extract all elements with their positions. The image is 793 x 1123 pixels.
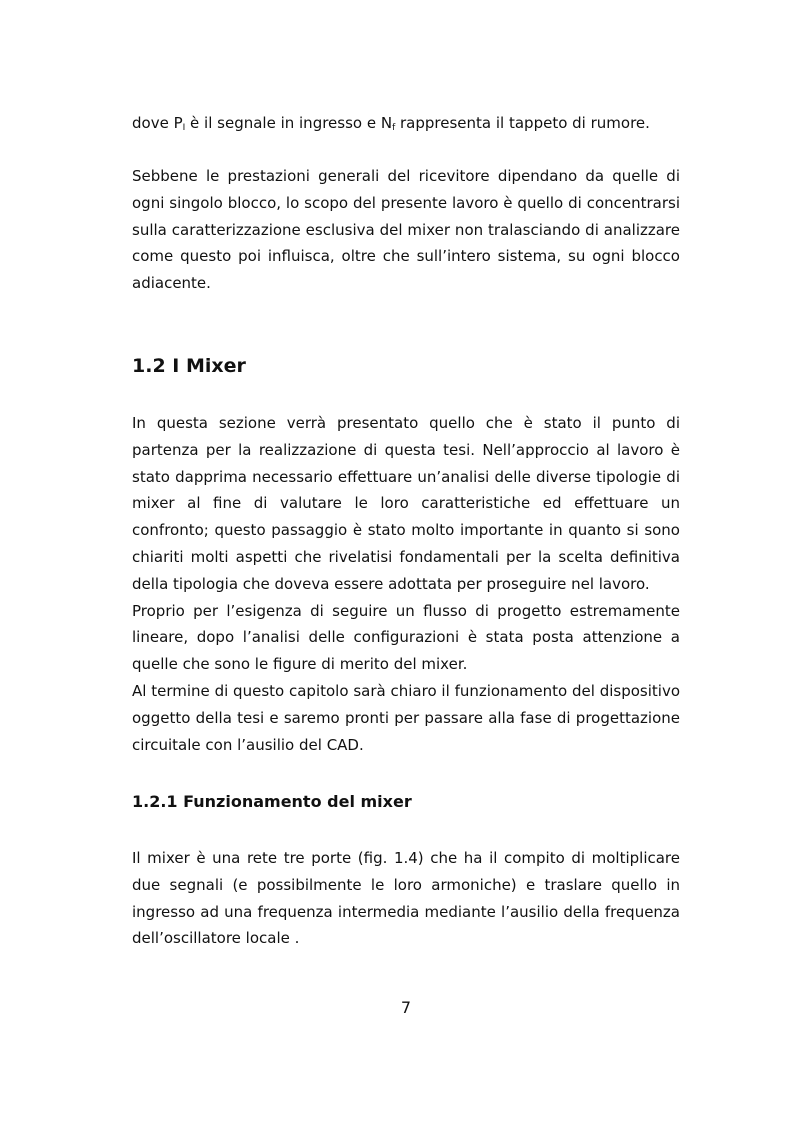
section-paragraph-3: Al termine di questo capitolo sarà chiaro il funzionamento del dispositivo oggetto della tesi e saremo pronti per passare alla fase di progettazione circuitale con l’ausilio del CAD.: [132, 681, 680, 754]
paragraph-receiver: Sebbene le prestazioni generali del ricevitore dipendano da quelle di ogni singolo blocco, lo scopo del presente lavoro è quello di concentrarsi sulla caratterizzazione esclusiva del mixer non tralasciando di analizzare come questo poi influisca, oltre che sull’intero sistema, su ogni blocco adiacente.: [132, 167, 680, 293]
subsection-title: 1.2.1 Funzionamento del mixer: [132, 792, 412, 811]
intro-suffix: rappresenta il tappeto di rumore.: [395, 114, 650, 132]
intro-prefix: dove P: [132, 114, 183, 132]
intro-subscript-f: f: [392, 123, 396, 133]
intro-line: [132, 110, 680, 137]
section-body: [132, 410, 680, 758]
section-paragraph-2: Proprio per l’esigenza di seguire un flusso di progetto estremamente lineare, dopo l’analisi delle configurazioni è stata posta attenzione a quelle che sono le figure di merito del mixer.: [132, 601, 680, 674]
intro-subscript-i: I: [182, 123, 186, 133]
subsection-paragraph: Il mixer è una rete tre porte (fig. 1.4) che ha il compito di moltiplicare due segnali (e possibilmente le loro armoniche) e traslare quello in ingresso ad una frequenza intermedia mediante l’ausilio della frequenza dell’oscillatore locale .: [132, 849, 680, 948]
intro-middle: è il segnale in ingresso e N: [185, 114, 393, 132]
page-number: 7: [400, 998, 412, 1017]
section-title: 1.2 I Mixer: [132, 355, 246, 377]
section-paragraph-1: In questa sezione verrà presentato quello che è stato il punto di partenza per la realizzazione di questa tesi. Nell’approccio al lavoro è stato dapprima necessario effettuare un’analisi delle diverse tipologie di mixer al fine di valutare le loro caratteristiche ed effettuare un confronto; questo passaggio è stato molto importante in quanto si sono chiariti molti aspetti che rivelatisi fondamentali per la scelta definitiva della tipologia che doveva essere adottata per proseguire nel lavoro.: [132, 414, 680, 593]
